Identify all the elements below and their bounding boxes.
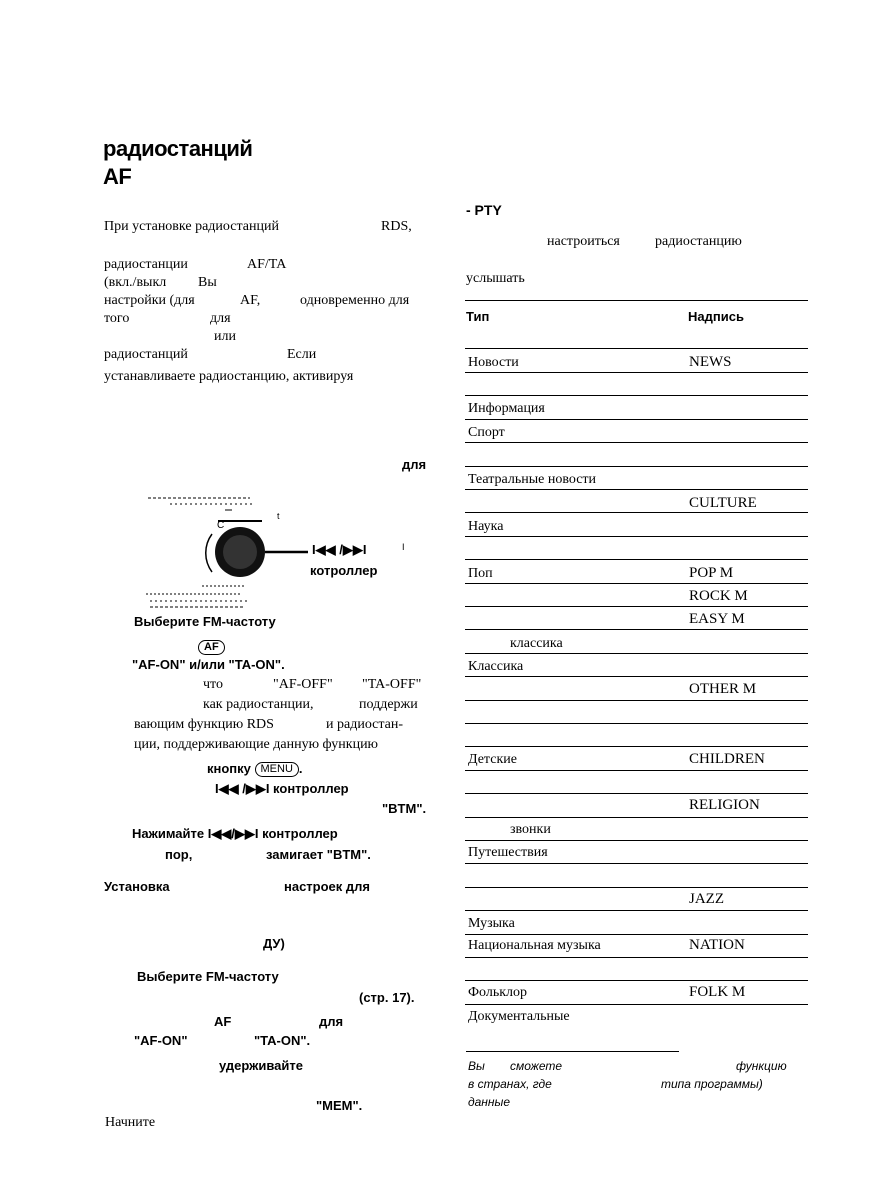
page-reference: (стр. 17). <box>359 990 415 1005</box>
table-row-rule <box>465 512 808 513</box>
af-on-line: "AF-ON" и/или "TA-ON". <box>132 657 285 672</box>
table-row-rule <box>465 419 808 420</box>
intro-line-7b: Если <box>287 347 317 362</box>
table-cell-tag: RELIGION <box>689 797 760 813</box>
note4: ции, поддерживающие данную функцию <box>134 737 379 752</box>
menu-line <box>207 761 303 777</box>
pty-intro-1b: радиостанцию <box>655 234 742 249</box>
table-row-rule <box>465 489 808 490</box>
step2-heading: Выберите FM-частоту <box>137 969 279 984</box>
table-cell-tag: NATION <box>689 937 745 953</box>
svg-text:C: C <box>217 520 225 531</box>
af-key-label: AF <box>198 640 225 655</box>
af-line-a: AF <box>214 1014 232 1029</box>
table-cell-type: Информация <box>468 401 545 416</box>
menu-key-icon <box>255 762 299 777</box>
table-cell-type: Музыка <box>468 916 515 931</box>
af-line-b: для <box>319 1014 344 1029</box>
intro-line-5b: для <box>210 311 231 326</box>
note2-a: как радиостанции, <box>203 697 314 712</box>
install-heading-a: Установка <box>104 879 170 894</box>
table-row-rule <box>465 887 808 888</box>
table-cell-type: Поп <box>468 566 493 581</box>
table-row-rule <box>465 606 808 607</box>
table-row-rule <box>465 700 808 701</box>
btm-label: "BTM". <box>382 801 427 816</box>
note2-b: поддержи <box>359 697 418 712</box>
intro-line-6a: или <box>214 329 236 344</box>
table-row-rule <box>465 372 808 373</box>
table-cell-type: классика <box>510 636 563 651</box>
intro-line-5a: того <box>104 311 130 326</box>
footnote-2b: типа программы) <box>661 1077 763 1091</box>
table-top-rule <box>465 300 808 301</box>
blink-line-a: пор, <box>165 847 193 862</box>
step1-heading: Выберите FM-частоту <box>134 614 276 629</box>
table-cell-type: Театральные новости <box>468 472 597 487</box>
du-label: ДУ) <box>263 936 285 951</box>
table-row-rule <box>465 863 808 864</box>
table-cell-tag: POP M <box>689 565 734 581</box>
table-row-rule <box>465 910 808 911</box>
pty-heading: - PTY <box>466 202 502 218</box>
table-cell-type: Классика <box>468 659 524 674</box>
intro-line-2a: радиостанции <box>104 257 188 272</box>
intro-line-3a: (вкл./выкл <box>104 275 167 290</box>
svg-text:I: I <box>402 542 405 552</box>
table-cell-type: Наука <box>468 519 504 534</box>
controller-figure <box>140 494 410 612</box>
footnote-3a: данные <box>468 1095 511 1109</box>
af-button-icon <box>198 638 225 656</box>
footnote-1b: сможете <box>510 1059 563 1073</box>
pty-intro-1a: настроиться <box>547 234 620 249</box>
table-row-rule <box>465 395 808 396</box>
intro-line-1b: RDS, <box>381 219 412 234</box>
table-row-rule <box>465 770 808 771</box>
intro-line-1a: При установке радиостанций <box>104 219 279 234</box>
table-row-rule <box>465 653 808 654</box>
table-row-rule <box>465 559 808 560</box>
table-cell-type: звонки <box>510 822 551 837</box>
table-cell-tag: JAZZ <box>689 891 724 907</box>
table-row-rule <box>465 934 808 935</box>
table-cell-tag: NEWS <box>689 354 732 370</box>
table-cell-type: Фольклор <box>468 985 528 1000</box>
table-cell-type: Спорт <box>468 425 505 440</box>
intro-line-4b: AF, <box>240 293 261 308</box>
intro-line-7a: радиостанций <box>104 347 188 362</box>
table-cell-tag: EASY M <box>689 611 745 627</box>
controller-line: I◀◀ /▶▶I контроллер <box>215 781 349 796</box>
footnote-rule <box>466 1051 679 1052</box>
table-cell-tag: FOLK M <box>689 984 746 1000</box>
start-label: Начните <box>105 1115 156 1130</box>
afon-line-a: "AF-ON" <box>134 1033 188 1048</box>
page-title-line2: AF <box>103 164 132 189</box>
note3-b: и радиостан- <box>326 717 404 732</box>
table-cell-tag: OTHER M <box>689 681 757 697</box>
header-rule <box>465 348 808 349</box>
table-row-rule <box>465 442 808 443</box>
note1-c: "TA-OFF" <box>362 677 422 692</box>
press-line: Нажимайте I◀◀/▶▶I контроллер <box>132 826 338 841</box>
table-row-rule <box>465 536 808 537</box>
hold-label: удерживайте <box>219 1058 304 1073</box>
figure-controller-label: котроллер <box>310 563 378 578</box>
figure-keys-label: I◀◀ /▶▶I <box>312 542 367 557</box>
table-cell-tag: ROCK M <box>689 588 748 604</box>
table-row-rule <box>465 723 808 724</box>
for-label: для <box>402 457 427 472</box>
footnote-1c: функцию <box>736 1059 787 1073</box>
menu-key-label: MENU <box>260 763 293 776</box>
note3-a: вающим функцию RDS <box>134 717 274 732</box>
table-row-rule <box>465 793 808 794</box>
table-row-rule <box>465 840 808 841</box>
col-header-tag: Надпись <box>688 309 744 324</box>
col-header-type: Тип <box>466 309 490 324</box>
table-cell-type: Национальная музыка <box>468 938 601 953</box>
install-heading-b: настроек для <box>284 879 371 894</box>
table-row-rule <box>465 746 808 747</box>
footnote-1a: Вы <box>468 1059 485 1073</box>
svg-text:t: t <box>277 511 280 521</box>
footnote-2a: в странах, где <box>468 1077 552 1091</box>
intro-line-4c: одновременно для <box>300 293 410 308</box>
table-cell-type: Детские <box>468 752 517 767</box>
table-row-rule <box>465 466 808 467</box>
note1-b: "AF-OFF" <box>273 677 333 692</box>
blink-line-b: замигает "BTM". <box>266 847 371 862</box>
table-row-rule <box>465 629 808 630</box>
intro-line-2b: AF/TA <box>247 257 287 272</box>
knopku-label: кнопку <box>207 761 251 776</box>
note1-a: что <box>203 677 223 692</box>
table-row-rule <box>465 583 808 584</box>
table-row-rule <box>465 957 808 958</box>
intro-line-4a: настройки (для <box>104 293 195 308</box>
table-cell-type: Путешествия <box>468 845 548 860</box>
table-row-rule <box>465 676 808 677</box>
intro-line-8a: устанавливаете радиостанцию, активируя <box>104 369 354 384</box>
pty-intro-2: услышать <box>466 271 525 286</box>
afon-line-b: "TA-ON". <box>254 1033 311 1048</box>
mem-label: "MEM". <box>316 1098 363 1113</box>
table-cell-tag: CHILDREN <box>689 751 765 767</box>
table-row-rule <box>465 1004 808 1005</box>
menu-line-end: . <box>298 761 303 776</box>
table-cell-type: Документальные <box>468 1009 570 1024</box>
table-row-rule <box>465 817 808 818</box>
table-row-rule <box>465 980 808 981</box>
intro-line-3b: Вы <box>198 275 217 290</box>
table-cell-type: Новости <box>468 355 519 370</box>
controller-illustration <box>140 494 410 612</box>
table-cell-tag: CULTURE <box>689 495 757 511</box>
page-title-line1: радиостанций <box>103 136 253 161</box>
